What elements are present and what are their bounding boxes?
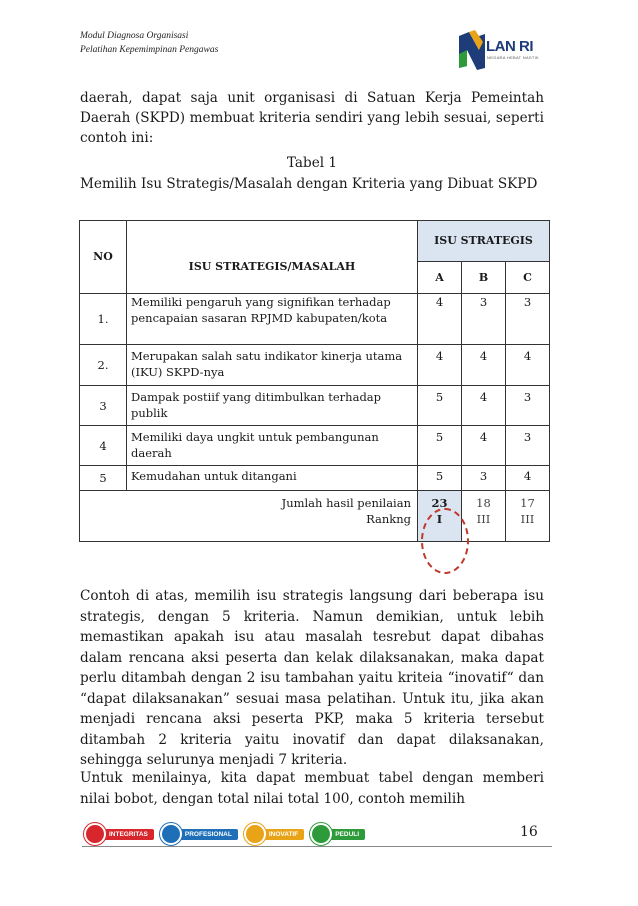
score-c: 3: [506, 386, 550, 426]
row-criterion: Merupakan salah satu indikator kinerja utama (IKU) SKPD-nya: [127, 345, 418, 386]
heart-icon: [310, 823, 332, 845]
row-number: 5: [80, 466, 127, 491]
table-row: [80, 466, 550, 491]
logo-wordmark: LAN RI: [486, 38, 533, 55]
hands-icon: [84, 823, 106, 845]
col-header-group: ISU STRATEGIS: [418, 221, 550, 262]
score-b: 4: [462, 386, 506, 426]
row-criterion: Kemudahan untuk ditangani: [127, 466, 418, 491]
rank-b: III: [476, 512, 491, 526]
row-criterion: Dampak postiif yang ditimbulkan terhadap publik: [127, 386, 418, 426]
header-training-title: Pelatihan Kepemimpinan Pengawas: [80, 45, 219, 55]
table-row: [80, 426, 550, 466]
header-module-title: Modul Diagnosa Organisasi: [80, 31, 189, 41]
col-header-issue: ISU STRATEGIS/MASALAH: [127, 221, 418, 294]
col-header-c: C: [506, 262, 550, 294]
running-header: [80, 29, 218, 57]
row-criterion: Memiliki pengaruh yang signifikan terhadap pencapaian sasaran RPJMD kabupaten/kota: [127, 294, 418, 345]
core-values-bar: [84, 822, 360, 846]
table-row: [80, 294, 550, 345]
footer-divider: [82, 846, 552, 847]
value-profesional: PROFESIONAL: [160, 823, 238, 845]
gear-icon: [160, 823, 182, 845]
logo-tagline: NEGARA HEBAT NASTIK: [487, 55, 540, 60]
total-a: 23: [431, 496, 448, 510]
highlight-circle: [421, 508, 469, 574]
col-header-b: B: [462, 262, 506, 294]
score-a: 4: [418, 294, 462, 345]
value-inovatif: INOVATIF: [244, 823, 304, 845]
page-number: 16: [520, 824, 538, 840]
table-row: [80, 345, 550, 386]
intro-paragraph: daerah, dapat saja unit organisasi di Satuan Kerja Pemeintah Daerah (SKPD) membuat kriteria sendiri yang lebih sesuai, seperti contoh ini:: [80, 90, 544, 146]
summary-total-label: Jumlah hasil penilaian: [281, 496, 411, 510]
score-c: 3: [506, 294, 550, 345]
score-b: 3: [462, 466, 506, 491]
score-b: 3: [462, 294, 506, 345]
score-c: 3: [506, 426, 550, 466]
score-a: 5: [418, 386, 462, 426]
rank-c: III: [520, 512, 535, 526]
summary-c: [506, 491, 550, 542]
body-paragraph-3: Untuk menilainya, kita dapat membuat tabel dengan memberi nilai bobot, dengan total nilai total 100, contoh memilih: [80, 770, 544, 807]
summary-rank-label: Rankng: [366, 512, 411, 526]
row-number: 2.: [80, 345, 127, 386]
table-caption-number: Tabel 1: [286, 155, 338, 171]
summary-row: [80, 491, 550, 542]
row-criterion: Memiliki daya ungkit untuk pembangunan daerah: [127, 426, 418, 466]
rank-a: I: [436, 512, 443, 526]
score-c: 4: [506, 466, 550, 491]
total-b: 18: [476, 496, 491, 510]
row-number: 3: [80, 386, 127, 426]
score-a: 4: [418, 345, 462, 386]
col-header-a: A: [418, 262, 462, 294]
table-caption-title: Memilih Isu Strategis/Masalah dengan Kriteria yang Dibuat SKPD: [80, 176, 538, 192]
score-a: 5: [418, 426, 462, 466]
score-c: 4: [506, 345, 550, 386]
score-b: 4: [462, 426, 506, 466]
score-a: 5: [418, 466, 462, 491]
row-number: 1.: [80, 294, 127, 345]
criteria-table: [79, 220, 550, 542]
table-row: [80, 386, 550, 426]
summary-label: [80, 491, 418, 542]
col-header-no: NO: [80, 221, 127, 294]
bulb-icon: [244, 823, 266, 845]
row-number: 4: [80, 426, 127, 466]
value-peduli: PEDULI: [310, 823, 365, 845]
body-paragraph-2: Contoh di atas, memilih isu strategis langsung dari beberapa isu strategis, dengan 5 kriteria. Namun demikian, untuk lebih memastikan apakah isu atau masalah tesrebut dapat dibahas dalam rencana aksi peserta dan kelak dilaksanakan, maka dapat perlu ditambah dengan 2 isu tambahan yaitu kriteia “inovatif“ dan “dapat dilaksanakan” sesuai masa pelatihan. Untuk itu, jika akan menjadi rencana aksi peserta PKP, maka 5 kriteria tersebut ditambah 2 kriteria yaitu inovatif dan dapat dilaksanakan, sehingga selurunya menjadi 7 kriteria.: [80, 588, 544, 768]
score-b: 4: [462, 345, 506, 386]
total-c: 17: [520, 496, 535, 510]
value-integritas: INTEGRITAS: [84, 823, 154, 845]
